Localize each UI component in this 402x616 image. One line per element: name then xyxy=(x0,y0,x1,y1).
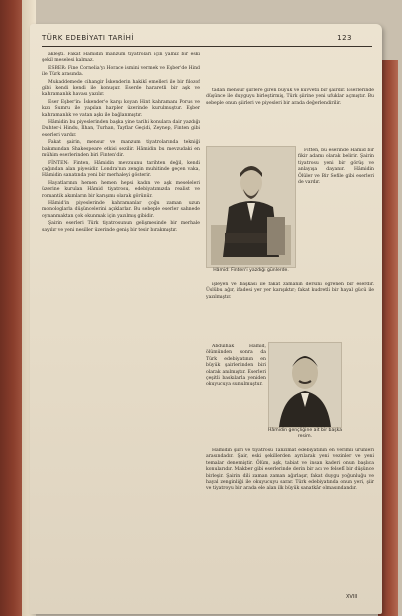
right-column-bottom xyxy=(206,448,374,594)
paragraph: tadan mensur şiirlere giren büyük ve kuvvetli bir şairdir. Eserlerinde düşünce ile duyguyu birleştirmiş, Türk şiirine yeni ufuklar açmıştır. Bu sebeple onun şiirleri ve piyesleri bir arada değerlendirilir. xyxy=(206,88,374,106)
right-column-narrow xyxy=(298,148,374,274)
paragraph: Fitten, bu eserinde Hâmid bir fikir adamı olarak belirir. Şairin tiyatrosu yeni bir görüş ve anlayışa dayanır. Hâmidin Ölüler ve Bir Sefile gibi eserleri de vardır. xyxy=(298,148,374,186)
paragraph: akleşti. Fakat Hâmidin manzum tiyatroları için yalnız bir eski şekil meselesi kalmaz. xyxy=(42,52,200,64)
paragraph: Hâmid'in piyeslerinde kahramanlar çoğu zaman uzun monologlarla düşüncelerini açıklarlar. Bu sebeple eserler sahnede oynanmaktan çok okunmak için yazılmış gibidir. xyxy=(42,200,200,219)
paragraph: Abdülhak Hâmid, ölümünden sonra da Türk edebiyatının en büyük şairlerinden biri olarak anılmıştır. Eserleri çeşitli baskılarla yeniden okuyucuya sunulmuştur. xyxy=(206,344,266,388)
portrait-figure-icon xyxy=(269,343,341,427)
header-rule xyxy=(42,46,372,47)
paragraph: Eser Eşber'in: İskender'e karşı koyan Hint kahramanı Porus ve kızı Sumru ile yapılan harpler üzerinde kurulmuştur. Eşber kahramanlık ve vatan aşkı ile bağlanmıştır. xyxy=(42,99,200,118)
paragraph: Fakat şairin, mensur ve manzum tiyatrolarında tekniği bakımından Shakespeare etkisi sezilir. Hâmidin bu mevzudaki en mühim eserlerinden biri Finten'dir. xyxy=(42,140,200,159)
paragraph: ESBER: Fine Cornelia'yı Horace ismini vermek ve Eşber'de Hind ile Türk arasında. xyxy=(42,65,200,78)
right-column-narrow-second xyxy=(206,344,266,448)
paragraph: işleyen ve başkası ile fakat zamanın dersini öğrenen bir eserdir. Üslûbu ağır, ifadesi yer yer karışıktır; fakat kudretli bir hayal gücü ile yazılmıştır. xyxy=(206,282,374,300)
paragraph: Şairin eserleri Türk tiyatrosunun gelişmesinde bir merhale sayılır ve yeni nesiller üzerinde geniş bir tesir bırakmıştır. xyxy=(42,221,200,233)
running-title: TÜRK EDEBİYATI TARİHİ xyxy=(42,34,135,42)
right-column-middle xyxy=(206,282,374,342)
signature-mark: XVIII xyxy=(346,594,358,600)
paragraph: Hâmidin bu piyeslerinden başka yine tarihi konulara dair yazdığı Duhter-i Hindu, İlhan, Turhan, Tayflar Geçidi, Zeynep, Finten gibi eserleri vardır. xyxy=(42,120,200,138)
portrait-photo-young xyxy=(268,342,342,428)
paragraph: Hâmidin şiiri ve tiyatrosu Tanzimat edebiyatının en verimli ürünleri arasındadır. Şair, eski şekillerden ayrılarak yeni vezinler ve yeni temalar denemiştir. Ölüm, aşk, tabiat ve insan kaderi onun başlıca konularıdır. Makber gibi eserlerinde derin bir acı ve felsefî bir düşünce birleşir. Şairin dili zaman zaman ağırlaşır, fakat duygu yoğunluğu ve hayal zenginliği ile okuyucuyu sarar. Türk edebiyatında onun yeri, şiir ve tiyatroyu bir arada ele alan ilk büyük sanatkâr olmasındandır. xyxy=(206,448,374,492)
right-column-top xyxy=(206,88,374,148)
photo-caption: Hâmidin gençliğine ait bir başka resim. xyxy=(267,428,343,439)
photo-caption: Hâmid: Finten'i yazdığı günlerde. xyxy=(213,268,289,273)
paragraph: Hayatlarının hemen hemen hepsi kadın ve aşk meseleleri üzerine kurulan Hâmid tiyatrosu, edebiyatımızda realist ve romantik akımların bir karışımı olarak görünür. xyxy=(42,180,200,199)
left-column xyxy=(42,52,200,590)
paragraph: FİNTEN: Finten, Hâmidin mevzuunu tarihten değil, kendi çağından alan piyesidir. Londra'nın zengin muhitinde geçen vaka, Hâmidin sanatında yeni bir merhaleyi gösterir. xyxy=(42,160,200,179)
page-number: 123 xyxy=(337,34,352,42)
paragraph: Mukaddemede cihangir İskenderin hakikî emelleri ile bir filozof gibi kendi kendi ile konuşur. Eserde hararetli bir aşk ve kahramanlık havası yazılır. xyxy=(42,79,200,98)
portrait-photo-seated xyxy=(206,146,296,268)
portrait-figure-icon xyxy=(207,147,295,267)
